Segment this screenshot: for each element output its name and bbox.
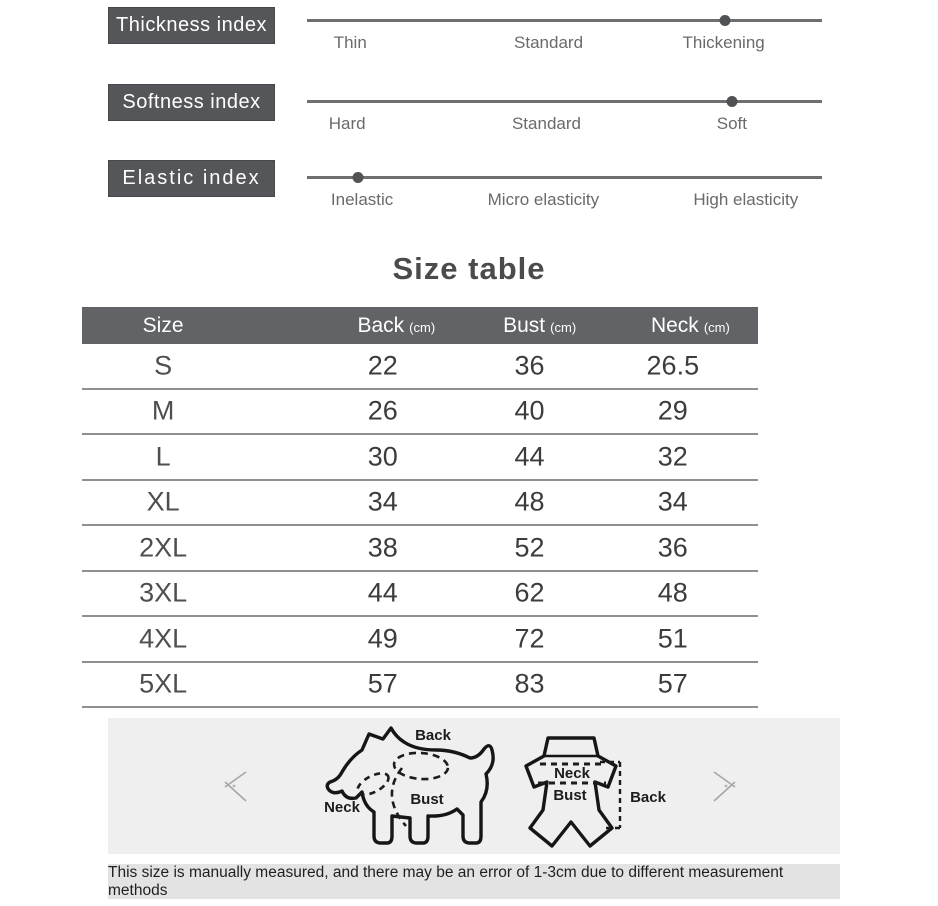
thickness-index-row [0, 7, 938, 77]
garment-back-label: Back [630, 789, 666, 806]
softness-slider-dot [726, 96, 737, 107]
cell-back: 26 [367, 395, 398, 426]
thickness-scale-standard: Standard [514, 33, 584, 52]
size-table [82, 307, 758, 708]
table-row [82, 663, 758, 709]
softness-scale-standard: Standard [511, 114, 581, 133]
table-row [82, 572, 758, 618]
softness-index-label: Softness index [108, 84, 275, 121]
cell-neck: 48 [657, 577, 688, 608]
cell-size: 5XL [139, 668, 188, 699]
measurement-diagram-panel [108, 718, 840, 854]
elastic-index-row [0, 160, 938, 230]
thickness-slider-dot [720, 15, 731, 26]
cell-neck: 32 [657, 441, 688, 472]
cell-size: L [155, 441, 171, 472]
table-row [82, 481, 758, 527]
size-table-header [82, 307, 758, 344]
cell-size: 3XL [139, 577, 188, 608]
thickness-index-label: Thickness index [108, 7, 275, 44]
cell-size: M [151, 395, 175, 426]
cell-size: S [154, 350, 173, 381]
elastic-slider [307, 164, 822, 224]
cell-back: 44 [367, 577, 398, 608]
cell-back: 34 [367, 486, 398, 517]
dog-neck-label: Neck [324, 799, 360, 816]
cell-neck: 36 [657, 532, 688, 563]
cell-back: 57 [367, 668, 398, 699]
thickness-scale-thin: Thin [333, 33, 367, 52]
thickness-scale-thickening: Thickening [682, 33, 765, 52]
size-table-body [82, 344, 758, 708]
elastic-slider-track [307, 176, 822, 179]
header-neck: Neck (cm) [650, 313, 730, 337]
cell-bust: 72 [514, 623, 545, 654]
chevron-left-icon[interactable] [220, 766, 250, 806]
cell-back: 49 [367, 623, 398, 654]
elastic-scale-micro: Micro elasticity [487, 190, 600, 209]
size-table-title: Size table [392, 251, 546, 286]
dog-back-label: Back [415, 727, 451, 744]
cell-neck: 29 [657, 395, 688, 426]
chevron-right-icon[interactable] [710, 766, 740, 806]
cell-neck: 57 [657, 668, 688, 699]
dog-measurement-illustration [320, 722, 498, 852]
header-back: Back (cm) [357, 313, 436, 337]
dog-bust-label: Bust [410, 791, 444, 808]
cell-bust: 62 [514, 577, 545, 608]
softness-scale-soft: Soft [716, 114, 747, 133]
cell-size: 2XL [139, 532, 188, 563]
cell-size: 4XL [139, 623, 188, 654]
elastic-index-label: Elastic index [108, 160, 275, 197]
cell-bust: 44 [514, 441, 545, 472]
garment-bust-label: Bust [553, 787, 587, 804]
cell-bust: 48 [514, 486, 545, 517]
table-row [82, 344, 758, 390]
cell-back: 38 [367, 532, 398, 563]
cell-bust: 52 [514, 532, 545, 563]
garment-measurement-illustration [496, 732, 681, 850]
table-row [82, 435, 758, 481]
softness-slider [307, 88, 822, 148]
header-size: Size [142, 313, 184, 337]
table-row [82, 617, 758, 663]
cell-bust: 40 [514, 395, 545, 426]
measurement-disclaimer: This size is manually measured, and there may be an error of 1-3cm due to different measurement methods [108, 864, 840, 899]
softness-slider-track [307, 100, 822, 103]
cell-neck: 51 [657, 623, 688, 654]
thickness-slider [307, 7, 822, 67]
cell-size: XL [146, 486, 180, 517]
cell-back: 22 [367, 350, 398, 381]
cell-back: 30 [367, 441, 398, 472]
cell-neck: 26.5 [646, 350, 700, 381]
softness-scale-hard: Hard [328, 114, 366, 133]
table-row [82, 526, 758, 572]
cell-neck: 34 [657, 486, 688, 517]
garment-neck-label: Neck [554, 765, 590, 782]
elastic-slider-dot [352, 172, 363, 183]
thickness-slider-track [307, 19, 822, 22]
table-row [82, 390, 758, 436]
header-bust: Bust (cm) [503, 313, 577, 337]
softness-index-row [0, 84, 938, 154]
elastic-scale-inelastic: Inelastic [330, 190, 394, 209]
cell-bust: 36 [514, 350, 545, 381]
elastic-scale-high: High elasticity [693, 190, 799, 209]
cell-bust: 83 [514, 668, 545, 699]
